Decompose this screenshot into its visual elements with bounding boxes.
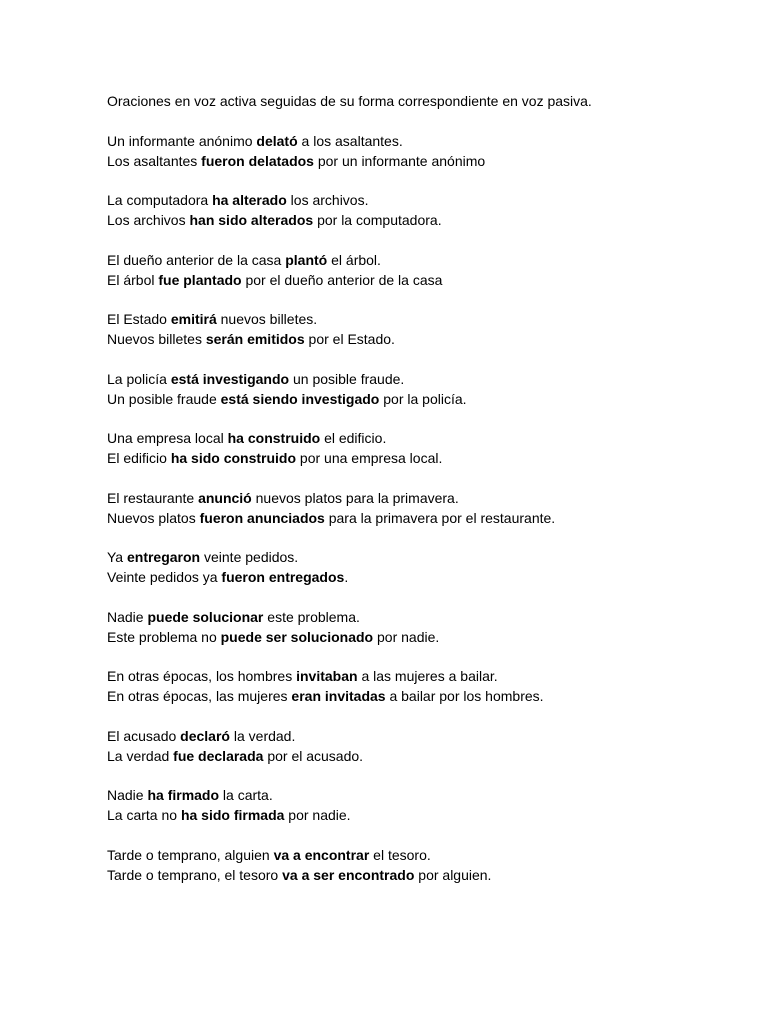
sentence-text: Nuevos billetes: [107, 331, 206, 347]
sentence-text: Tarde o temprano, alguien: [107, 846, 274, 863]
sentence-text: por alguien.: [414, 866, 492, 883]
sentence-pair: [107, 428, 747, 468]
sentence-text: por el acusado.: [263, 747, 364, 764]
passive-voice-sentence: [107, 448, 747, 468]
verb-phrase: fueron delatados: [201, 152, 314, 169]
document-page: [107, 91, 747, 904]
verb-phrase: puede ser solucionado: [220, 628, 374, 645]
verb-phrase: entregaron: [126, 549, 201, 565]
sentence-pair: [107, 190, 747, 230]
active-voice-sentence: [107, 309, 747, 329]
sentence-text: Los archivos: [107, 212, 190, 228]
active-voice-sentence: [107, 250, 747, 270]
sentence-text: La verdad: [107, 747, 174, 764]
verb-phrase: puede solucionar: [147, 608, 264, 625]
sentence-text: los archivos.: [286, 192, 369, 208]
sentence-pair: [107, 845, 747, 885]
passive-voice-sentence: [107, 508, 747, 528]
active-voice-sentence: [107, 666, 747, 686]
sentence-text: a bailar por los hombres.: [385, 688, 544, 704]
verb-phrase: plantó: [285, 251, 328, 268]
active-voice-sentence: [107, 785, 747, 805]
sentence-text: veinte pedidos.: [200, 549, 299, 565]
verb-phrase: delató: [256, 132, 298, 149]
sentence-text: por un informante anónimo: [313, 152, 486, 169]
sentence-text: El acusado: [107, 727, 181, 744]
sentence-pair: [107, 131, 747, 171]
sentence-pair: [107, 726, 747, 766]
active-voice-sentence: [107, 547, 747, 567]
verb-phrase: fue declarada: [173, 747, 264, 764]
sentence-text: Un posible fraude: [107, 390, 221, 407]
sentence-text: por la policía.: [379, 390, 467, 407]
intro-text: Oraciones en voz activa seguidas de su forma correspondiente en voz pasiva.: [107, 93, 592, 109]
active-voice-sentence: [107, 428, 747, 448]
active-voice-sentence: [107, 190, 747, 210]
active-voice-sentence: [107, 726, 747, 746]
sentence-text: el edificio.: [320, 430, 387, 446]
sentence-text: La carta no: [107, 807, 181, 823]
verb-phrase: ha sido firmada: [180, 807, 285, 823]
sentence-pair: [107, 785, 747, 825]
sentence-text: Nuevos platos: [107, 509, 200, 526]
verb-phrase: ha alterado: [212, 192, 287, 208]
active-voice-sentence: [107, 845, 747, 865]
verb-phrase: han sido alterados: [189, 212, 314, 228]
passive-voice-sentence: [107, 210, 747, 230]
passive-voice-sentence: [107, 805, 747, 825]
passive-voice-sentence: [107, 329, 747, 349]
verb-phrase: fueron entregados: [221, 569, 345, 585]
sentence-pair: [107, 666, 747, 706]
sentence-text: El edificio: [107, 450, 171, 466]
sentence-text: Este problema no: [107, 628, 221, 645]
sentence-text: Una empresa local: [107, 430, 228, 446]
active-voice-sentence: [107, 488, 747, 508]
passive-voice-sentence: [107, 686, 747, 706]
passive-voice-sentence: [107, 746, 747, 766]
sentence-text: la verdad.: [229, 727, 296, 744]
sentence-text: Nadie: [107, 608, 148, 625]
sentence-text: por nadie.: [373, 628, 440, 645]
sentence-text: nuevos platos para la primavera.: [251, 489, 459, 506]
sentence-text: un posible fraude.: [289, 370, 405, 387]
passive-voice-sentence: [107, 389, 747, 409]
passive-voice-sentence: [107, 270, 747, 290]
sentence-text: a los asaltantes.: [297, 132, 403, 149]
verb-phrase: eran invitadas: [291, 688, 386, 704]
verb-phrase: fue plantado: [158, 271, 242, 288]
passive-voice-sentence: [107, 151, 747, 171]
sentence-text: Tarde o temprano, el tesoro: [107, 866, 283, 883]
sentence-text: a las mujeres a bailar.: [357, 668, 498, 684]
sentence-text: El restaurante: [107, 489, 199, 506]
sentence-pair: [107, 369, 747, 409]
passive-voice-sentence: [107, 627, 747, 647]
sentence-text: por la computadora.: [313, 212, 442, 228]
verb-phrase: ha sido construido: [170, 450, 297, 466]
sentence-text: Los asaltantes: [107, 152, 202, 169]
verb-phrase: está investigando: [170, 370, 290, 387]
sentence-text: por el dueño anterior de la casa: [241, 271, 443, 288]
sentence-text: .: [344, 569, 349, 585]
sentence-text: este problema.: [263, 608, 360, 625]
verb-phrase: serán emitidos: [205, 331, 305, 347]
sentence-text: El Estado: [107, 311, 171, 327]
active-voice-sentence: [107, 607, 747, 627]
sentence-text: Nadie: [107, 787, 148, 803]
verb-phrase: fueron anunciados: [199, 509, 325, 526]
passive-voice-sentence: [107, 865, 747, 885]
sentence-text: por nadie.: [284, 807, 351, 823]
verb-phrase: va a encontrar: [273, 846, 370, 863]
sentence-text: por una empresa local.: [296, 450, 443, 466]
sentence-pairs-list: [107, 131, 747, 885]
sentence-text: para la primavera por el restaurante.: [324, 509, 556, 526]
sentence-text: El dueño anterior de la casa: [107, 251, 286, 268]
sentence-pair: [107, 488, 747, 528]
sentence-text: Veinte pedidos ya: [107, 569, 222, 585]
verb-phrase: ha construido: [227, 430, 321, 446]
sentence-text: Un informante anónimo: [107, 132, 257, 149]
verb-phrase: emitirá: [170, 311, 217, 327]
sentence-text: En otras épocas, los hombres: [107, 668, 297, 684]
sentence-pair: [107, 607, 747, 647]
verb-phrase: va a ser encontrado: [282, 866, 415, 883]
active-voice-sentence: [107, 369, 747, 389]
sentence-text: En otras épocas, las mujeres: [107, 688, 292, 704]
active-voice-sentence: [107, 131, 747, 151]
sentence-text: La computadora: [107, 192, 213, 208]
sentence-text: nuevos billetes.: [216, 311, 318, 327]
sentence-pair: [107, 250, 747, 290]
sentence-text: Ya: [107, 549, 127, 565]
sentence-text: el tesoro.: [369, 846, 431, 863]
verb-phrase: declaró: [180, 727, 230, 744]
sentence-pair: [107, 309, 747, 349]
verb-phrase: ha firmado: [147, 787, 220, 803]
sentence-text: el árbol.: [327, 251, 381, 268]
sentence-text: La policía: [107, 370, 171, 387]
sentence-pair: [107, 547, 747, 587]
passive-voice-sentence: [107, 567, 747, 587]
verb-phrase: anunció: [198, 489, 252, 506]
sentence-text: la carta.: [219, 787, 273, 803]
sentence-text: por el Estado.: [304, 331, 395, 347]
verb-phrase: está siendo investigado: [220, 390, 380, 407]
verb-phrase: invitaban: [296, 668, 358, 684]
sentence-text: El árbol: [107, 271, 159, 288]
